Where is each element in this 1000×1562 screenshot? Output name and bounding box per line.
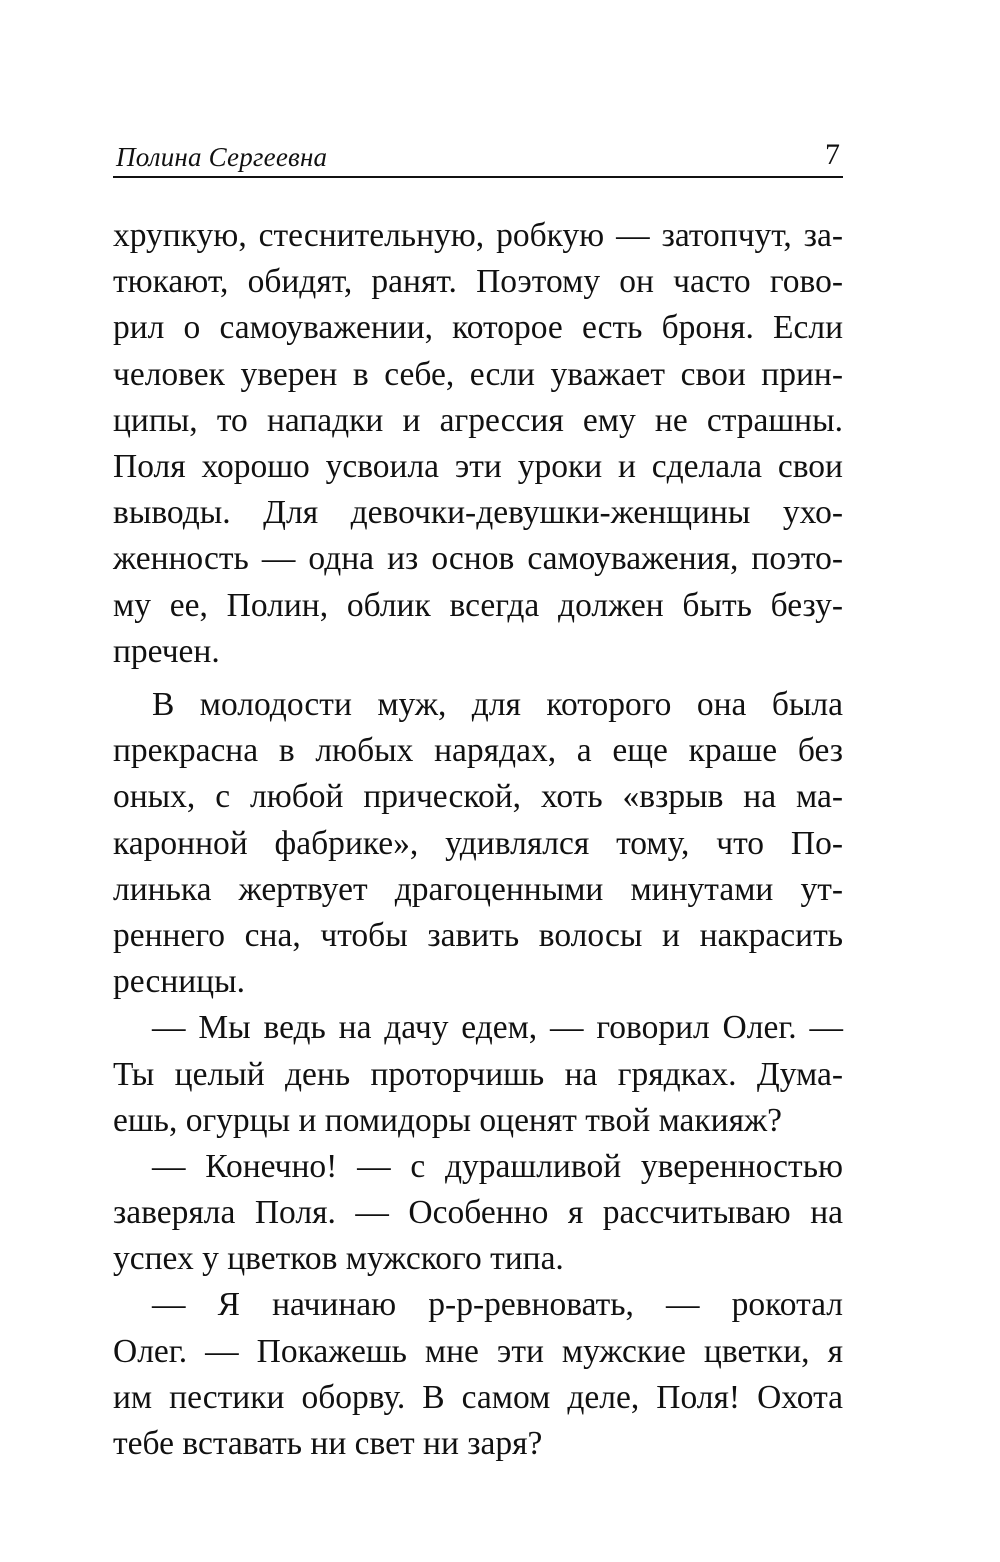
text-line: заверяла Поля. — Особенно я рассчитываю на xyxy=(113,1194,843,1232)
paragraph-block-1 xyxy=(113,213,843,675)
text-line: им пестики оборву. В самом деле, Поля! Охота xyxy=(113,1378,843,1416)
text-line: оных, с любой прической, хоть «взрыв на ма- xyxy=(113,778,843,816)
text-line: прекрасна в любых нарядах, а еще краше без xyxy=(113,732,843,770)
text-line: ешь, огурцы и помидоры оценят твой макияж? xyxy=(113,1101,783,1139)
dialogue-line: — Конечно! — с дурашливой уверенностью xyxy=(152,1147,843,1185)
text-line: Ты целый день проторчишь на грядках. Дума- xyxy=(113,1055,843,1093)
text-line: В молодости муж, для которого она была xyxy=(152,686,843,723)
text-line: человек уверен в себе, если уважает свои прин- xyxy=(113,355,843,393)
page-number: 7 xyxy=(825,138,840,171)
dialogue-line: — Мы ведь на дачу едем, — говорил Олег. — xyxy=(152,1009,843,1047)
text-line: линька жертвует драгоценными минутами ут- xyxy=(113,870,843,908)
text-line: ципы, то нападки и агрессия ему не страшны. xyxy=(113,401,843,439)
text-line: каронной фабрике», удивлялся тому, что По- xyxy=(113,824,843,862)
text-line: ресницы. xyxy=(113,963,245,1001)
running-title: Полина Сергеевна xyxy=(116,142,328,172)
text-line: тебе вставать ни свет ни заря? xyxy=(113,1425,543,1462)
text-line: Олег. — Покажешь мне эти мужские цветки, я xyxy=(113,1332,843,1370)
text-line: реннего сна, чтобы завить волосы и накрасить xyxy=(113,916,843,954)
text-line: Поля хорошо усвоила эти уроки и сделала свои xyxy=(113,447,843,485)
text-line: му ее, Полин, облик всегда должен быть безу- xyxy=(113,586,843,624)
text-line: пречен. xyxy=(113,632,220,670)
text-line: тюкают, обидят, ранят. Поэтому он часто гово- xyxy=(113,263,843,301)
text-line: выводы. Для девочки-девушки-женщины ухо- xyxy=(113,494,843,532)
paragraph-block-2 xyxy=(113,682,843,1467)
text-line: хрупкую, стеснительную, робкую — затопчут, за- xyxy=(113,217,843,254)
text-line: женность — одна из основ самоуважения, поэто- xyxy=(113,540,843,578)
text-line: рил о самоуважении, которое есть броня. Если xyxy=(113,309,843,347)
text-line: успех у цветков мужского типа. xyxy=(113,1240,564,1278)
running-header xyxy=(113,136,843,178)
dialogue-line: — Я начинаю р-р-ревновать, — рокотал xyxy=(152,1286,843,1324)
